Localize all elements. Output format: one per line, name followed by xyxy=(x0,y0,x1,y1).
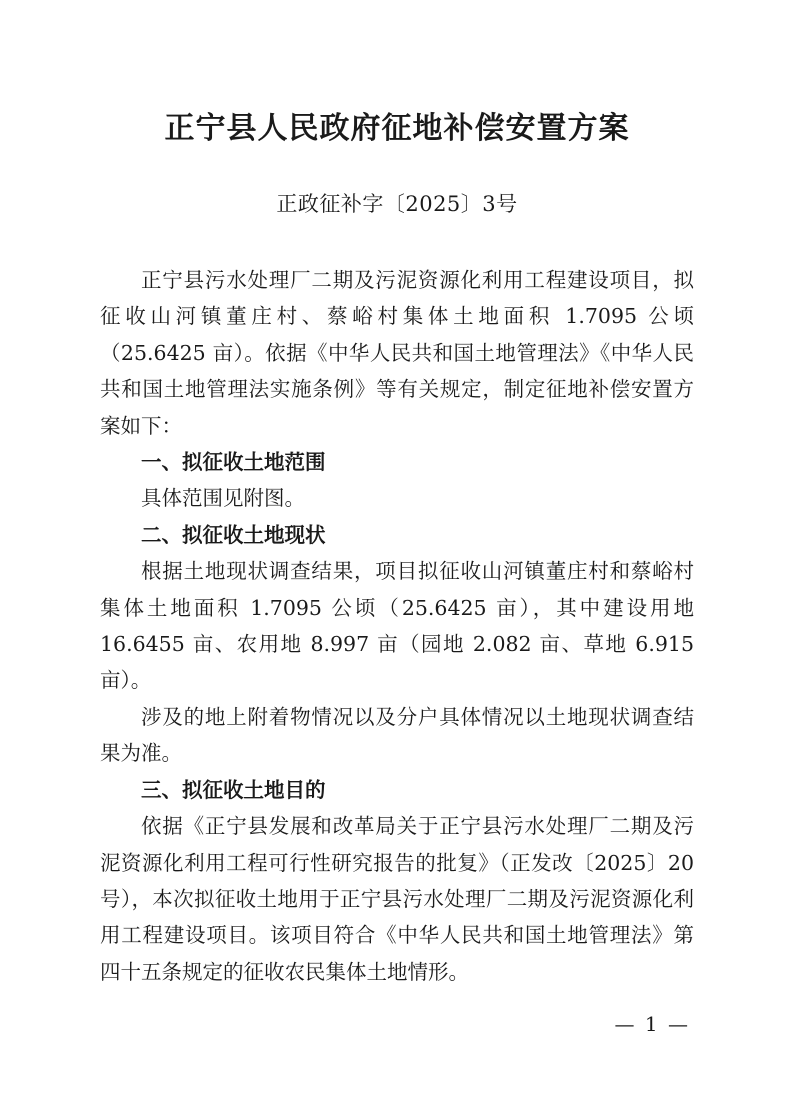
intro-paragraph: 正宁县污水处理厂二期及污泥资源化利用工程建设项目，拟征收山河镇董庄村、蔡峪村集体土地面积 1.7095 公顷（25.6425 亩）。依据《中华人民共和国土地管理法》《中华人民共和国土地管理法实施条例》等有关规定，制定征地补偿安置方案如下： xyxy=(100,268,694,438)
section-2-heading: 二、拟征收土地现状 xyxy=(141,522,326,547)
section-1-paragraph: 具体范围见附图。 xyxy=(141,486,305,511)
document-title: 正宁县人民政府征地补偿安置方案 xyxy=(164,111,630,146)
page-number: — 1 — xyxy=(614,1012,690,1036)
section-3-heading: 三、拟征收土地目的 xyxy=(141,777,326,802)
section-2-paragraph-2: 涉及的地上附着物情况以及分户具体情况以土地现状调查结果为准。 xyxy=(100,704,694,766)
section-1-heading: 一、拟征收土地范围 xyxy=(141,450,326,475)
document-body xyxy=(100,262,694,990)
section-3-paragraph: 依据《正宁县发展和改革局关于正宁县污水处理厂二期及污泥资源化利用工程可行性研究报告的批复》（正发改〔2025〕20号），本次拟征收土地用于正宁县污水处理厂二期及污泥资源化利用工程建设项目。该项目符合《中华人民共和国土地管理法》第四十五条规定的征收农民集体土地情形。 xyxy=(100,814,694,984)
document-number: 正政征补字〔2025〕3号 xyxy=(276,192,518,216)
section-2-paragraph-1: 根据土地现状调查结果，项目拟征收山河镇董庄村和蔡峪村集体土地面积 1.7095 公顷（25.6425 亩），其中建设用地 16.6455 亩、农用地 8.997 亩（园地 2.082 亩、草地 6.915 亩）。 xyxy=(100,559,694,693)
